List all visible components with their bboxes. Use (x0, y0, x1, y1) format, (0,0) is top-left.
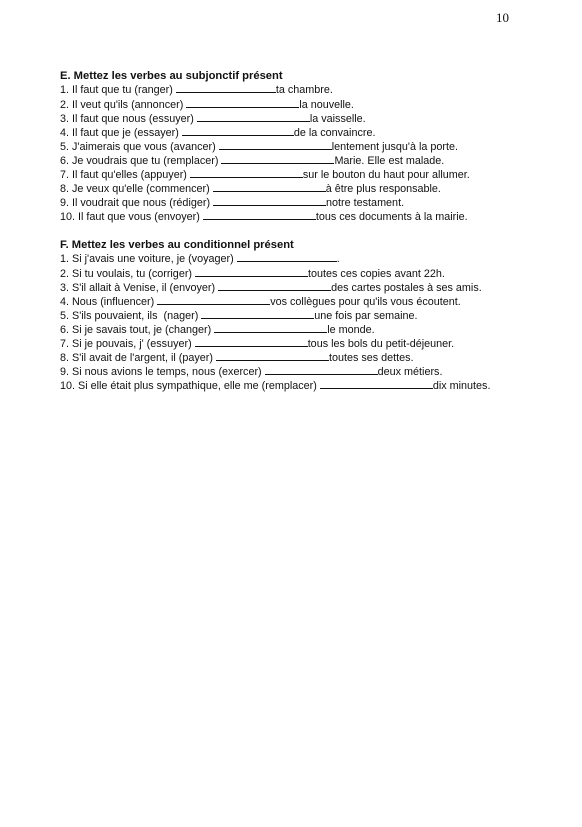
sentence-start: 7. Il faut qu'elles (appuyer) (60, 168, 190, 181)
answer-blank[interactable] (213, 182, 326, 192)
list-item (60, 379, 560, 393)
sentence-start: 8. S'il avait de l'argent, il (payer) (60, 352, 216, 365)
sentence-start: 9. Il voudrait que nous (rédiger) (60, 197, 214, 210)
answer-blank[interactable] (190, 168, 303, 178)
sentence-end: vos collègues pour qu'ils vous écoutent. (270, 295, 461, 308)
exercise-e-title: E. Mettez les verbes au subjonctif présent (60, 70, 283, 82)
sentence-end: toutes ses dettes. (328, 352, 414, 365)
sentence-end: notre testament. (326, 197, 405, 210)
answer-blank[interactable] (237, 252, 337, 262)
list-item (60, 112, 560, 126)
sentence-end: ta chambre. (275, 84, 333, 97)
answer-blank[interactable] (195, 337, 308, 347)
sentence-end: tous les bols du petit-déjeuner. (307, 337, 455, 350)
list-item (60, 210, 560, 224)
list-item (60, 83, 560, 97)
sentence-start: 2. Si tu voulais, tu (corriger) (60, 267, 196, 280)
sentence-end: la vaisselle. (309, 112, 366, 125)
list-item (60, 98, 560, 112)
answer-blank[interactable] (157, 295, 270, 305)
answer-blank[interactable] (214, 323, 327, 333)
sentence-start: 2. Il veut qu'ils (annoncer) (60, 98, 187, 111)
answer-blank[interactable] (213, 196, 326, 206)
sentence-end: la nouvelle. (299, 98, 354, 111)
list-item (60, 168, 560, 182)
list-item (60, 252, 560, 266)
sentence-end: le monde. (327, 323, 375, 336)
list-item (60, 267, 560, 281)
sentence-end: Marie. Elle est malade. (334, 154, 445, 167)
sentence-start: 10. Il faut que vous (envoyer) (60, 211, 203, 224)
list-item (60, 182, 560, 196)
sentence-end: toutes ces copies avant 22h. (308, 267, 445, 280)
exercise-f (60, 239, 560, 393)
sentence-end: tous ces documents à la mairie. (315, 211, 468, 224)
sentence-end: une fois par semaine. (314, 309, 418, 322)
list-item (60, 309, 560, 323)
sentence-start: 1. Si j'avais une voiture, je (voyager) (60, 253, 237, 266)
page-number: 10 (496, 10, 509, 25)
sentence-start: 5. S'ils pouvaient, ils (nager) (60, 309, 202, 322)
list-item (60, 365, 560, 379)
sentence-start: 1. Il faut que tu (ranger) (60, 84, 176, 97)
answer-blank[interactable] (197, 112, 310, 122)
sentence-end: lentement jusqu'à la porte. (331, 140, 458, 153)
list-item (60, 126, 560, 140)
sentence-start: 3. Il faut que nous (essuyer) (60, 112, 197, 125)
answer-blank[interactable] (201, 309, 314, 319)
list-item (60, 351, 560, 365)
sentence-start: 4. Il faut que je (essayer) (60, 126, 182, 139)
answer-blank[interactable] (176, 83, 276, 93)
answer-blank[interactable] (195, 267, 308, 277)
sentence-end: à être plus responsable. (325, 183, 441, 196)
list-item (60, 196, 560, 210)
sentence-start: 6. Si je savais tout, je (changer) (60, 323, 215, 336)
sentence-start: 10. Si elle était plus sympathique, elle me (remplacer) (60, 380, 320, 393)
sentence-end: des cartes postales à ses amis. (331, 281, 482, 294)
list-item (60, 323, 560, 337)
list-item (60, 337, 560, 351)
exercise-e-list (60, 83, 560, 224)
answer-blank[interactable] (203, 210, 316, 220)
sentence-end: dix minutes. (432, 380, 491, 393)
answer-blank[interactable] (265, 365, 378, 375)
sentence-start: 6. Je voudrais que tu (remplacer) (60, 154, 222, 167)
list-item (60, 281, 560, 295)
sentence-end: . (336, 253, 340, 266)
answer-blank[interactable] (182, 126, 294, 136)
sentence-start: 9. Si nous avions le temps, nous (exercer) (60, 366, 265, 379)
sentence-start: 4. Nous (influencer) (60, 295, 158, 308)
list-item (60, 140, 560, 154)
list-item (60, 154, 560, 168)
answer-blank[interactable] (320, 379, 433, 389)
answer-blank[interactable] (221, 154, 334, 164)
sentence-end: sur le bouton du haut pour allumer. (302, 168, 470, 181)
sentence-start: 3. S'il allait à Venise, il (envoyer) (60, 281, 219, 294)
answer-blank[interactable] (218, 281, 331, 291)
exercise-e (60, 70, 560, 224)
exercise-f-title: F. Mettez les verbes au conditionnel présent (60, 239, 294, 251)
answer-blank[interactable] (216, 351, 329, 361)
answer-blank[interactable] (186, 98, 299, 108)
sentence-end: de la convaincre. (293, 126, 376, 139)
list-item (60, 295, 560, 309)
sentence-start: 8. Je veux qu'elle (commencer) (60, 183, 213, 196)
answer-blank[interactable] (219, 140, 332, 150)
sentence-start: 7. Si je pouvais, j' (essuyer) (60, 337, 195, 350)
sentence-end: deux métiers. (377, 366, 443, 379)
exercise-f-list (60, 252, 560, 393)
sentence-start: 5. J'aimerais que vous (avancer) (60, 140, 219, 153)
